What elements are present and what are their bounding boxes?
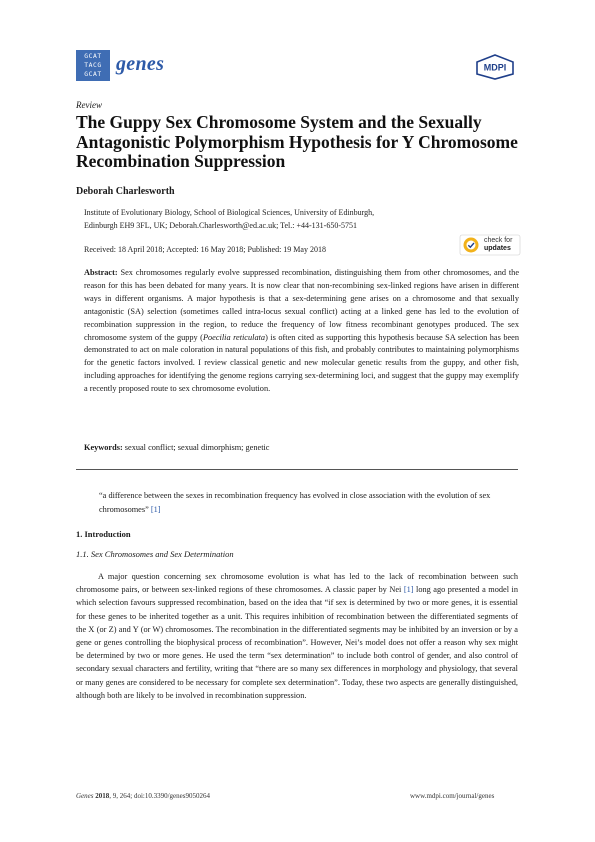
epigraph: [99, 489, 499, 516]
footer-year: 2018: [93, 792, 110, 800]
logo-line: GCAT: [84, 53, 102, 60]
updates-line1: check for: [484, 237, 513, 244]
paragraph-text-continued: long ago presented a model in which selection favours suppressed recombination, based on the idea that “if sex is determined by two or more genes, it is essential for these genes to be inherited together as a unit. This requires inhibition of recombination between the differentiated segments of the X (or Z) and Y (or W) chromosomes. The recombination in the differentiated segments may be inhibited by an inversion or by a gene or genes controlling the biophysical process of recombination”. However, Nei’s model does not offer a reason why sex might be determined by two or more genes. He used the term “sex determination” to include both control of gender, and also control of secondary sexual characters and fertility, writing that “there are so many sex differences in morphology and physiology, that several or many genes are considered to be necessary for complete sex determination”. Today, these two aspects are generally distinguished, although both are likely to be involved in recombination suppression.: [76, 585, 518, 700]
keywords: [84, 443, 519, 452]
paragraph-text: A major question concerning sex chromosome evolution is what has led to the lack of recombination between such chromosome pairs, or between sex-linked regions of these chromosomes. A classic paper by Nei: [76, 572, 518, 595]
publication-dates: Received: 18 April 2018; Accepted: 16 May 2018; Published: 19 May 2018: [84, 245, 326, 254]
footer-citation-rest: , 9, 264; doi:10.3390/genes9050264: [109, 792, 210, 800]
affiliation-line: Institute of Evolutionary Biology, School of Biological Sciences, University of Edinburgh,: [84, 208, 375, 217]
journal-logo-icon: [76, 50, 110, 81]
citation-link[interactable]: [1]: [403, 585, 414, 595]
affiliation-contact: Edinburgh EH9 3FL, UK; Deborah.Charlesworth@ed.ac.uk; Tel.: +44-131-650-5751: [84, 221, 357, 230]
mdpi-logo-text: MDPI: [483, 62, 507, 73]
logo-line: GCAT: [84, 71, 102, 78]
body-paragraph: [76, 570, 518, 702]
affiliation: [84, 206, 454, 232]
abstract: [84, 267, 519, 396]
footer-journal-url[interactable]: www.mdpi.com/journal/genes: [410, 792, 495, 800]
epigraph-citation-link[interactable]: [1]: [150, 504, 161, 514]
check-for-updates-label[interactable]: [484, 237, 512, 253]
keywords-label: Keywords:: [84, 443, 123, 452]
logo-line: TACG: [84, 62, 102, 69]
mdpi-logo-icon: [475, 54, 515, 80]
section-heading: 1. Introduction: [76, 529, 131, 539]
article-type: Review: [76, 100, 102, 110]
journal-name: genes: [116, 53, 165, 75]
footer-journal: Genes: [76, 792, 94, 800]
abstract-text-continued: ) is often cited as supporting this hypothesis because SA selection has been demonstrated to act on male coloration in natural populations of this fish, and probably contributes to maintaining polymorphisms for the genetic factors involved. I review classical genetic and new molecular genetic results from the guppy, and other fish, including approaches for identifying the genome regions carrying sex-determining loci, and suggest that the guppy may exemplify a recently proposed route to sex chromosome evolution.: [84, 332, 520, 394]
epigraph-text: “a difference between the sexes in recombination frequency has evolved in close association with the evolution of sex chromosomes”: [99, 491, 491, 514]
abstract-text: Sex chromosomes regularly evolve suppressed recombination, distinguishing them from other chromosomes, and the reason for this has been debated for many years. It is now clear that non-recombining sex-linked regions have arisen in different ways in different organisms. A major hypothesis is that a sex-determining gene arises on a chromosome and that sexually antagonistic (SA) selection (sometimes called intra-locus sexual conflict) acting at a linked gene has led to the evolution of recombination suppression in the region, to reduce the frequency of low fitness recombinant genotypes produced. The sex chromosome system of the guppy (: [84, 268, 519, 342]
footer-citation: [76, 792, 210, 800]
section-divider: [76, 469, 518, 470]
author-name: Deborah Charlesworth: [76, 186, 175, 197]
species-name: Poecilia reticulata: [202, 332, 266, 342]
abstract-label: Abstract:: [84, 268, 118, 277]
keywords-text: sexual conflict; sexual dimorphism; genetic: [122, 443, 270, 452]
subsection-heading: 1.1. Sex Chromosomes and Sex Determination: [76, 549, 234, 559]
updates-line2: updates: [484, 245, 511, 252]
article-title: The Guppy Sex Chromosome System and the Sexually Antagonistic Polymorphism Hypothesis for Y Chromosome Recombination Suppression: [76, 112, 518, 171]
